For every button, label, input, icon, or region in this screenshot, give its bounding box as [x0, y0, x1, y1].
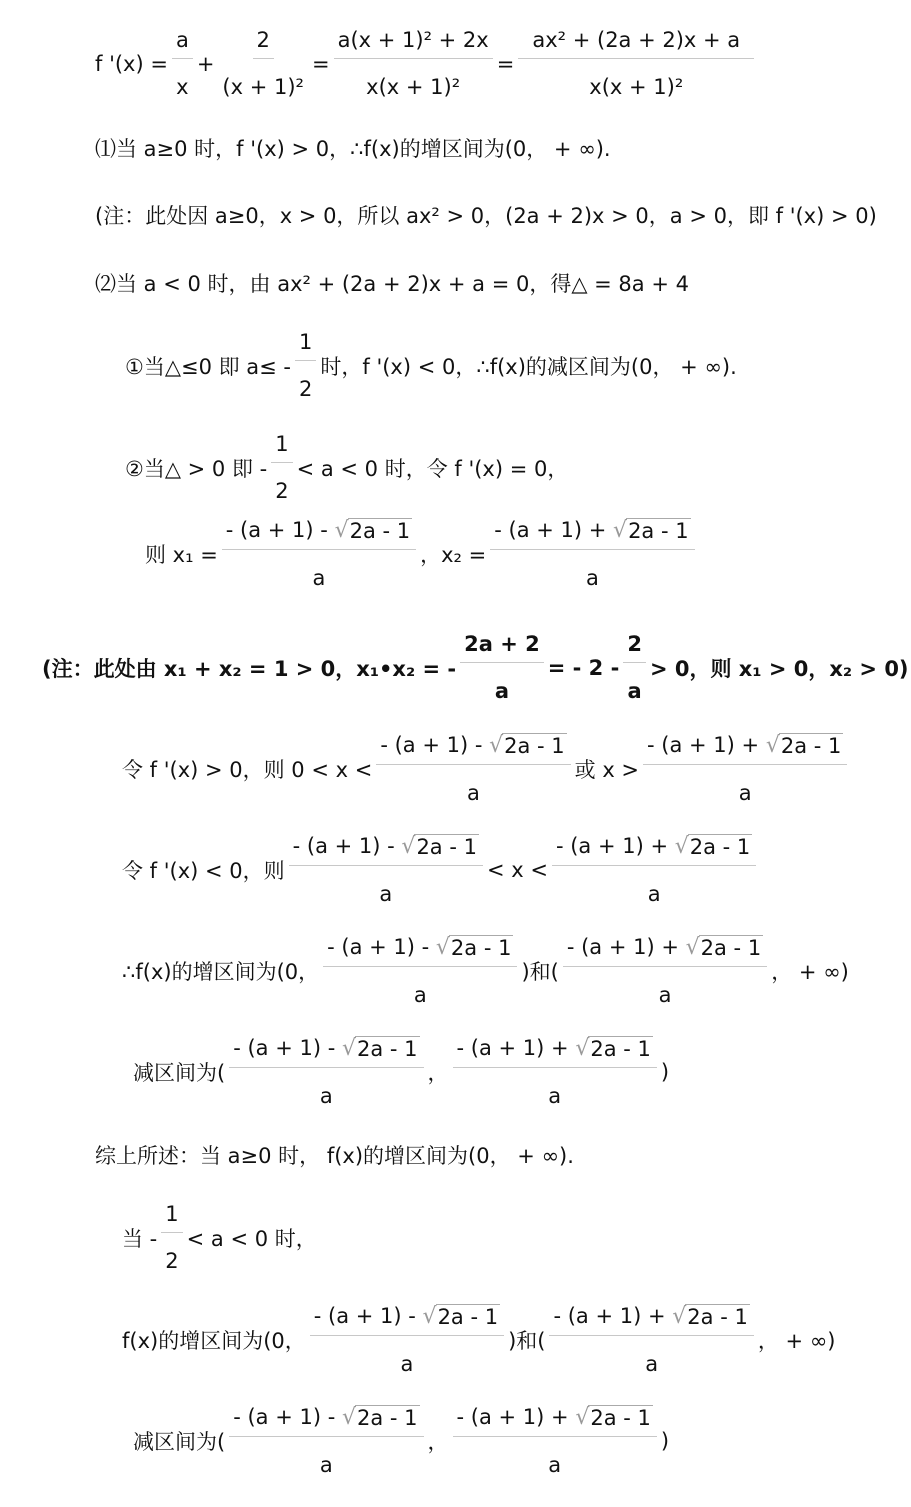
- fraction: [643, 733, 847, 805]
- denominator: a: [658, 983, 672, 1007]
- numerator: [376, 733, 570, 765]
- numerator-text: - (a + 1) +: [555, 834, 669, 858]
- numerator: [549, 1304, 753, 1336]
- fraction: [295, 330, 316, 401]
- fraction: [271, 432, 292, 503]
- radicand: 2a - 1: [357, 1406, 418, 1430]
- fraction: [218, 28, 308, 99]
- sqrt: [401, 834, 479, 859]
- radicand: 2a - 1: [437, 1305, 499, 1329]
- numerator-text: - (a + 1) +: [456, 1405, 569, 1429]
- fraction: [161, 1202, 182, 1273]
- denominator: 2: [165, 1249, 179, 1273]
- numerator-text: - (a + 1) -: [292, 834, 395, 858]
- radical-sign: √: [674, 834, 689, 859]
- radicand: 2a - 1: [687, 1305, 748, 1329]
- radical-sign: √: [341, 1405, 356, 1430]
- radical-sign: √: [765, 733, 780, 758]
- denominator: a: [548, 1084, 562, 1108]
- denominator: x(x + 1)²: [589, 75, 684, 99]
- numerator: [229, 1036, 423, 1068]
- radicand: 2a - 1: [780, 734, 842, 758]
- note-1-text: [95, 200, 877, 230]
- numerator: [229, 1405, 423, 1437]
- dec-pre: 令 f '(x) < 0，则: [122, 859, 285, 883]
- decint-mid: ，: [427, 1061, 449, 1085]
- operator: +: [196, 51, 215, 76]
- denominator: a: [738, 781, 752, 805]
- numerator: [310, 1304, 504, 1336]
- fraction: [563, 935, 767, 1007]
- fraction: [460, 632, 544, 703]
- case-1-label: ⑴当 a≥0 时，f '(x) > 0，∴f(x)的增区间为(0， + ∞).: [95, 137, 611, 161]
- numerator: [289, 834, 483, 866]
- roots-mid: ，x₂ =: [420, 543, 487, 567]
- incint-post: ， + ∞): [771, 960, 849, 984]
- summary-line: [95, 1140, 574, 1170]
- decrease-condition: [122, 834, 760, 906]
- decint-post: ): [660, 1060, 670, 1084]
- numerator: a: [172, 28, 193, 59]
- radicand: 2a - 1: [357, 1037, 418, 1061]
- summary-case-pre: 当 -: [122, 1226, 158, 1251]
- denominator: a: [319, 1084, 333, 1108]
- numerator: [222, 518, 416, 550]
- sincint-mid: )和(: [508, 1329, 546, 1353]
- sqrt: [489, 733, 567, 758]
- denominator: a: [647, 882, 661, 906]
- roots-pre: 则 x₁ =: [145, 543, 218, 567]
- sdecint-pre: 减区间为(: [133, 1430, 226, 1454]
- numerator-text: - (a + 1) +: [456, 1036, 569, 1060]
- numerator: [323, 935, 517, 967]
- fraction: [323, 935, 517, 1007]
- numerator-text: - (a + 1) +: [566, 935, 679, 959]
- subcase-1-pre: ①当△≤0 即 a≤ -: [125, 354, 292, 379]
- sincint-post: ， + ∞): [757, 1329, 836, 1353]
- note-2: [42, 632, 909, 703]
- radical-sign: √: [489, 733, 504, 758]
- case-2-text: [95, 268, 689, 298]
- radicand: 2a - 1: [504, 734, 565, 758]
- denominator: a: [312, 566, 326, 590]
- subcase-2: [125, 432, 568, 503]
- radical-sign: √: [401, 834, 416, 859]
- radicand: 2a - 1: [628, 519, 689, 543]
- numerator-text: - (a + 1) -: [313, 1304, 416, 1328]
- denominator: a: [413, 983, 427, 1007]
- subcase-2-pre: ②当△ > 0 即 -: [125, 456, 268, 481]
- decrease-interval: [133, 1036, 669, 1108]
- fraction: [229, 1036, 423, 1108]
- derivative-lhs: f '(x) =: [95, 51, 168, 76]
- increase-condition: [122, 733, 851, 805]
- numerator: 2: [253, 28, 274, 59]
- radical-sign: √: [575, 1405, 590, 1430]
- radical-sign: √: [422, 1304, 437, 1329]
- roots-line: [145, 518, 699, 590]
- denominator: a: [548, 1453, 562, 1477]
- inc-pre: 令 f '(x) > 0，则 0 < x <: [122, 758, 373, 782]
- summary-decrease-interval: [133, 1405, 669, 1477]
- denominator: x(x + 1)²: [366, 75, 461, 99]
- sqrt: [766, 733, 844, 758]
- denominator: 2: [299, 377, 313, 401]
- sqrt: [575, 1036, 653, 1061]
- radical-sign: √: [575, 1036, 590, 1061]
- incint-mid: )和(: [521, 960, 559, 984]
- radical-sign: √: [613, 518, 628, 543]
- denominator: a: [379, 882, 393, 906]
- radical-sign: √: [435, 935, 450, 960]
- radicand: 2a - 1: [590, 1406, 651, 1430]
- numerator: ax² + (2a + 2)x + a: [518, 28, 754, 59]
- fraction: [376, 733, 570, 805]
- operator: =: [311, 51, 330, 76]
- increase-interval: [122, 935, 849, 1007]
- radicand: 2a - 1: [689, 835, 751, 859]
- sqrt: [436, 935, 514, 960]
- sincint-pre: f(x)的增区间为(0，: [122, 1329, 306, 1353]
- sqrt: [342, 1036, 420, 1061]
- note-2-mid: = - 2 -: [547, 655, 620, 680]
- numerator-text: - (a + 1) -: [225, 518, 328, 542]
- numerator: [453, 1036, 657, 1068]
- numerator: [453, 1405, 657, 1437]
- fraction: [289, 834, 483, 906]
- denominator: a: [645, 1352, 659, 1376]
- sqrt: [675, 834, 753, 859]
- dec-mid: < x <: [486, 858, 548, 882]
- fraction: [229, 1405, 423, 1477]
- numerator: [643, 733, 847, 765]
- fraction: [453, 1405, 657, 1477]
- radicand: 2a - 1: [349, 519, 411, 543]
- radical-sign: √: [685, 935, 700, 960]
- fraction: [172, 28, 193, 99]
- numerator: [563, 935, 767, 967]
- incint-pre: ∴f(x)的增区间为(0，: [122, 960, 320, 984]
- numerator: 1: [295, 330, 316, 361]
- radicand: 2a - 1: [700, 936, 762, 960]
- numerator: a(x + 1)² + 2x: [334, 28, 493, 59]
- denominator: a: [319, 1453, 333, 1477]
- note-1-label: (注：此处因 a≥0，x > 0，所以 ax² > 0，(2a + 2)x > 0，a > 0，即 f '(x) > 0): [95, 204, 877, 228]
- radicand: 2a - 1: [416, 835, 477, 859]
- numerator-text: - (a + 1) -: [327, 935, 430, 959]
- derivative-equation: [95, 28, 758, 99]
- numerator-text: - (a + 1) +: [647, 733, 760, 757]
- numerator: 1: [161, 1202, 182, 1233]
- fraction: [310, 1304, 504, 1376]
- denominator: a: [494, 679, 510, 703]
- sqrt: [613, 518, 691, 543]
- sqrt: [686, 935, 764, 960]
- numerator: 1: [271, 432, 292, 463]
- sdecint-post: ): [660, 1429, 670, 1453]
- subcase-1: [125, 330, 737, 401]
- numerator-text: - (a + 1) -: [380, 733, 483, 757]
- note-2-pre: (注：此处由 x₁ + x₂ = 1 > 0，x₁•x₂ = -: [42, 656, 457, 681]
- sqrt: [672, 1304, 750, 1329]
- numerator-text: - (a + 1) +: [494, 518, 607, 542]
- numerator-text: - (a + 1) +: [553, 1304, 666, 1328]
- sqrt: [335, 518, 413, 543]
- fraction: [334, 28, 493, 99]
- radicand: 2a - 1: [450, 936, 512, 960]
- numerator-text: - (a + 1) -: [233, 1405, 336, 1429]
- sqrt: [575, 1405, 653, 1430]
- subcase-1-post: 时，f '(x) < 0，∴f(x)的减区间为(0， + ∞).: [320, 354, 737, 379]
- note-2-post: > 0，则 x₁ > 0，x₂ > 0): [649, 656, 909, 681]
- numerator: 2: [623, 632, 646, 663]
- numerator: [490, 518, 694, 550]
- inc-mid: 或 x >: [574, 758, 640, 782]
- denominator: x: [176, 75, 189, 99]
- summary-increase-interval: [122, 1304, 835, 1376]
- numerator: 2a + 2: [460, 632, 544, 663]
- denominator: a: [627, 679, 642, 703]
- sqrt: [423, 1304, 501, 1329]
- numerator: [552, 834, 756, 866]
- summary-case-post: < a < 0 时，: [186, 1226, 317, 1251]
- subcase-2-post: < a < 0 时，令 f '(x) = 0，: [296, 456, 569, 481]
- fraction: [490, 518, 694, 590]
- radical-sign: √: [341, 1036, 356, 1061]
- numerator-text: - (a + 1) -: [233, 1036, 336, 1060]
- fraction: [222, 518, 416, 590]
- fraction: [552, 834, 756, 906]
- denominator: a: [467, 781, 480, 805]
- summary-case-2: [122, 1202, 317, 1273]
- radical-sign: √: [672, 1304, 687, 1329]
- case-2-label: ⑵当 a < 0 时，由 ax² + (2a + 2)x + a = 0，得△ = 8a + 4: [95, 272, 689, 296]
- fraction: [623, 632, 646, 703]
- fraction: [453, 1036, 657, 1108]
- summary-label: 综上所述：当 a≥0 时， f(x)的增区间为(0， + ∞).: [95, 1144, 574, 1168]
- denominator: a: [585, 566, 599, 590]
- radical-sign: √: [334, 518, 349, 543]
- radicand: 2a - 1: [590, 1037, 651, 1061]
- sdecint-mid: ，: [427, 1430, 449, 1454]
- fraction: [549, 1304, 753, 1376]
- operator: =: [496, 51, 515, 76]
- denominator: a: [400, 1352, 414, 1376]
- denominator: 2: [275, 479, 289, 503]
- fraction: [518, 28, 754, 99]
- decint-pre: 减区间为(: [133, 1061, 226, 1085]
- sqrt: [342, 1405, 420, 1430]
- case-1-text: [95, 133, 611, 163]
- denominator: (x + 1)²: [222, 75, 304, 99]
